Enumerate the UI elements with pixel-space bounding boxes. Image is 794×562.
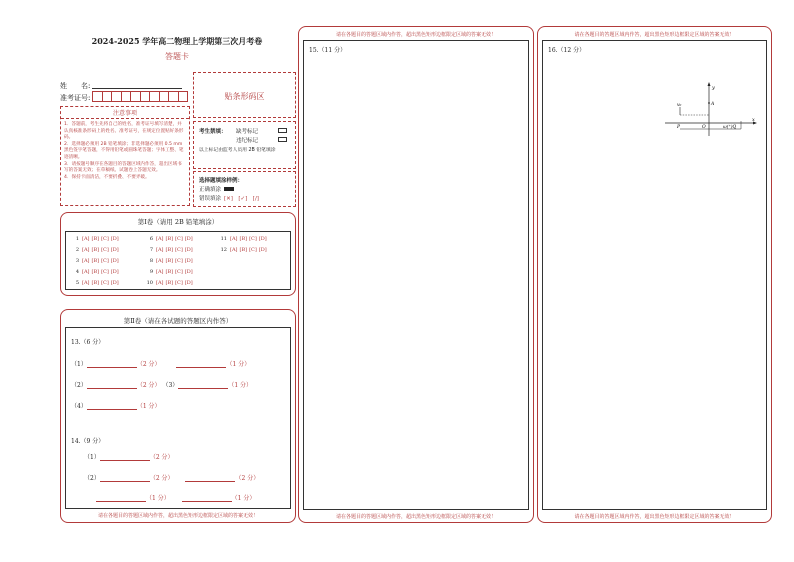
mc-option-bubble[interactable]: [A] bbox=[230, 236, 238, 242]
q14-part1-points: （2 分） bbox=[149, 454, 174, 461]
label-a: A bbox=[711, 102, 715, 107]
q13-part1b-points: （1 分） bbox=[226, 361, 251, 368]
page-title: 2024-2025 学年高二物理上学期第三次月考卷 bbox=[91, 36, 263, 46]
mc-option-bubble[interactable]: [C] bbox=[101, 258, 109, 264]
q13-part2-points: （2 分） bbox=[136, 382, 161, 389]
q14-heading: 14.（9 分） bbox=[71, 438, 105, 445]
notice-title: 注意事项 bbox=[61, 107, 189, 119]
mc-question-number: 12 bbox=[220, 247, 227, 253]
mc-option-bubble[interactable]: [B] bbox=[91, 258, 100, 264]
y-axis-arrow bbox=[708, 82, 711, 86]
q13-part2-label: （2） bbox=[71, 382, 87, 389]
name-label: 姓 名: bbox=[60, 82, 91, 90]
mc-option-bubble[interactable]: [A] bbox=[156, 247, 164, 253]
mc-question-number: 2 bbox=[75, 247, 79, 253]
mc-option-bubble[interactable]: [C] bbox=[101, 236, 109, 242]
q13-part1-blank[interactable] bbox=[87, 367, 137, 368]
q13-part1-points: （2 分） bbox=[136, 361, 161, 368]
mc-option-bubble[interactable]: [A] bbox=[82, 247, 90, 253]
label-x: x bbox=[752, 117, 755, 123]
mc-question-number: 3 bbox=[75, 258, 79, 264]
violation-label: 违纪标记 bbox=[236, 138, 259, 144]
q13-part3-blank[interactable] bbox=[178, 388, 228, 389]
q13-part1-label: （1） bbox=[71, 361, 87, 368]
q16-warning-top: 请在各题目的答题区域内作答，超出黑色矩形边框限定区域的答案无效！ bbox=[574, 32, 735, 38]
section2-box bbox=[60, 309, 296, 523]
barcode-area bbox=[193, 72, 296, 118]
page-subtitle: 答题卡 bbox=[165, 52, 189, 61]
mc-option-bubble[interactable]: [C] bbox=[175, 236, 183, 242]
mc-question-number: 10 bbox=[146, 280, 153, 286]
notice-item: 4．保持卡面清洁，不要折叠、不要弄破。 bbox=[64, 174, 150, 180]
mc-option-bubble[interactable]: [B] bbox=[165, 269, 174, 275]
q14-part3b-points: （1 分） bbox=[231, 495, 256, 502]
mc-option-bubble[interactable]: [D] bbox=[110, 236, 119, 242]
mc-question-row bbox=[71, 269, 121, 275]
mc-option-bubble[interactable]: [B] bbox=[91, 280, 100, 286]
label-v0: v₀ bbox=[677, 103, 682, 108]
mc-option-bubble[interactable]: [D] bbox=[110, 247, 119, 253]
mc-option-bubble[interactable]: [B] bbox=[239, 236, 248, 242]
q13-part3-label: （3） bbox=[162, 382, 179, 389]
mc-question-number: 4 bbox=[75, 269, 79, 275]
q16-warning-bottom: 请在各题目的答题区域内作答，超出黑色矩形边框限定区域的答案无效！ bbox=[574, 514, 735, 520]
mc-question-row bbox=[219, 247, 269, 253]
mc-option-bubble[interactable]: [C] bbox=[101, 280, 109, 286]
q14-part3b-blank[interactable] bbox=[182, 501, 232, 502]
section1-box bbox=[60, 212, 296, 296]
q13-part4-label: （4） bbox=[71, 403, 87, 410]
q13-part4-blank[interactable] bbox=[87, 409, 137, 410]
correct-fill-label: 正确填涂 bbox=[199, 187, 222, 193]
ticket-number-boxes[interactable] bbox=[92, 91, 188, 102]
label-o: O bbox=[702, 125, 706, 130]
mc-question-number: 11 bbox=[220, 236, 227, 242]
mc-option-bubble[interactable]: [C] bbox=[101, 247, 109, 253]
mc-question-row bbox=[145, 280, 195, 286]
mc-option-bubble[interactable]: [B] bbox=[165, 236, 174, 242]
name-field[interactable] bbox=[92, 88, 182, 89]
mc-option-bubble[interactable]: [D] bbox=[184, 247, 193, 253]
q13-row3 bbox=[71, 401, 161, 410]
mc-option-bubble[interactable]: [A] bbox=[156, 236, 164, 242]
mc-question-row bbox=[145, 247, 195, 253]
mc-option-bubble[interactable]: [D] bbox=[258, 236, 267, 242]
q16-coordinate-figure bbox=[663, 81, 758, 136]
q14-part2-blank[interactable] bbox=[100, 481, 150, 482]
label-y: y bbox=[712, 85, 715, 91]
q13-row1 bbox=[71, 359, 250, 368]
q13-part3-points: （1 分） bbox=[228, 382, 253, 389]
mc-option-bubble[interactable]: [C] bbox=[175, 269, 183, 275]
label-p: P bbox=[677, 125, 681, 130]
q14-row3 bbox=[96, 493, 255, 502]
mc-option-bubble[interactable]: [D] bbox=[110, 280, 119, 286]
q14-row1 bbox=[84, 452, 174, 461]
section1-title: 第Ⅰ卷（请用 2B 铅笔填涂） bbox=[137, 218, 219, 226]
mc-option-bubble[interactable]: [C] bbox=[175, 247, 183, 253]
correct-fill-sample bbox=[224, 187, 234, 191]
mc-question-number: 9 bbox=[149, 269, 153, 275]
q13-heading: 13.（6 分） bbox=[71, 339, 105, 346]
mc-option-bubble[interactable]: [C] bbox=[249, 236, 257, 242]
candidate-label: 考生禁填： bbox=[199, 129, 227, 135]
ticket-label: 准考证号: bbox=[60, 94, 91, 102]
q14-row2 bbox=[84, 473, 259, 482]
barcode-label: 贴条形码区 bbox=[224, 92, 265, 101]
q15-panel bbox=[298, 26, 534, 523]
q14-part3-points: （1 分） bbox=[146, 495, 170, 502]
mc-question-row bbox=[145, 236, 195, 242]
mc-question-number: 8 bbox=[149, 258, 153, 264]
absent-checkbox[interactable] bbox=[278, 128, 287, 133]
q14-part2-label: （2） bbox=[84, 475, 100, 482]
q15-heading: 15.（11 分） bbox=[309, 47, 347, 54]
candidate-mark-box bbox=[193, 121, 296, 169]
mc-option-bubble[interactable]: [A] bbox=[82, 280, 90, 286]
mc-option-bubble[interactable]: [C] bbox=[175, 258, 183, 264]
mc-option-bubble[interactable]: [A] bbox=[82, 258, 90, 264]
mc-question-row bbox=[219, 236, 269, 242]
q14-part2b-points: （2 分） bbox=[235, 475, 260, 482]
mc-option-bubble[interactable]: [B] bbox=[165, 258, 174, 264]
q16-answer-area[interactable] bbox=[542, 40, 767, 510]
q15-answer-area[interactable] bbox=[303, 40, 529, 510]
mc-option-bubble[interactable]: [A] bbox=[156, 269, 164, 275]
mc-option-bubble[interactable]: [B] bbox=[165, 247, 174, 253]
mc-option-bubble[interactable]: [D] bbox=[184, 258, 193, 264]
notice-box bbox=[60, 106, 190, 206]
mc-question-row bbox=[145, 269, 195, 275]
point-a bbox=[708, 102, 710, 104]
mc-question-number: 7 bbox=[149, 247, 153, 253]
q13-part4-points: （1 分） bbox=[136, 403, 161, 410]
q13-row2 bbox=[71, 380, 252, 389]
mc-option-bubble[interactable]: [D] bbox=[110, 269, 119, 275]
mc-option-bubble[interactable]: [A] bbox=[82, 269, 90, 275]
q15-warning-top: 请在各题目的答题区域内作答，超出黑色矩形边框限定区域的答案无效！ bbox=[335, 32, 496, 38]
section2-answer-area bbox=[65, 327, 291, 509]
mc-option-bubble[interactable]: [B] bbox=[239, 247, 248, 253]
fill-example-title: 选择题填涂样例： bbox=[199, 178, 244, 184]
mc-option-bubble[interactable]: [A] bbox=[156, 280, 164, 286]
q16-heading: 16.（12 分） bbox=[548, 47, 586, 54]
mc-question-number: 6 bbox=[149, 236, 153, 242]
q14-part3-blank[interactable] bbox=[96, 501, 146, 502]
notice-item: 2．选择题必须用 2B 铅笔填涂；非选择题必须用 0.5 mm 黑色签字笔答题，不得用铅笔或圆珠笔答题；字体工整、笔迹清晰。 bbox=[64, 141, 184, 160]
q14-part1-label: （1） bbox=[84, 454, 100, 461]
mc-question-row bbox=[145, 258, 195, 264]
mc-question-row bbox=[71, 258, 121, 264]
mc-option-bubble[interactable]: [B] bbox=[91, 236, 100, 242]
wrong-fill-samples: [✕] [✓] [/] bbox=[224, 196, 259, 202]
mc-option-bubble[interactable]: [B] bbox=[91, 269, 100, 275]
mc-option-bubble[interactable]: [A] bbox=[230, 247, 238, 253]
q14-part2b-blank[interactable] bbox=[185, 481, 235, 482]
q14-part1-blank[interactable] bbox=[100, 460, 150, 461]
section2-warning: 请在各题目的答题区域内作答，超出黑色矩形边框限定区域的答案无效！ bbox=[97, 513, 258, 519]
mc-option-bubble[interactable]: [C] bbox=[249, 247, 257, 253]
mc-question-row bbox=[71, 280, 121, 286]
mc-option-bubble[interactable]: [D] bbox=[258, 247, 267, 253]
violation-checkbox[interactable] bbox=[278, 137, 287, 142]
notice-item: 1．答题前，考生先将自己的姓名，准考证号填写清楚，并认真核准条形码上的姓名、准考证号，在规定位置贴好条形码。 bbox=[64, 122, 184, 141]
q14-part2-points: （2 分） bbox=[149, 475, 174, 482]
mc-option-bubble[interactable]: [C] bbox=[175, 280, 183, 286]
q13-part2-blank[interactable] bbox=[87, 388, 137, 389]
q13-part1b-blank[interactable] bbox=[176, 367, 226, 368]
mc-option-bubble[interactable]: [D] bbox=[184, 236, 193, 242]
section1-answer-grid bbox=[65, 231, 291, 290]
wrong-fill-label: 错误填涂 bbox=[199, 196, 222, 202]
label-q: ω(⁺)Q bbox=[723, 125, 737, 130]
mc-option-bubble[interactable]: [B] bbox=[165, 280, 174, 286]
absent-label: 缺考标记 bbox=[236, 129, 259, 135]
mc-option-bubble[interactable]: [C] bbox=[101, 269, 109, 275]
mc-question-number: 5 bbox=[75, 280, 79, 286]
mc-question-number: 1 bbox=[75, 236, 79, 242]
mc-option-bubble[interactable]: [A] bbox=[156, 258, 164, 264]
mc-question-row bbox=[71, 236, 121, 242]
q16-panel bbox=[537, 26, 772, 523]
fill-example-box bbox=[193, 171, 296, 207]
mc-option-bubble[interactable]: [D] bbox=[184, 280, 193, 286]
q15-warning-bottom: 请在各题目的答题区域内作答，超出黑色矩形边框限定区域的答案无效！ bbox=[335, 514, 496, 520]
mc-option-bubble[interactable]: [B] bbox=[91, 247, 100, 253]
section2-title: 第Ⅱ卷（请在各试题的答题区内作答） bbox=[123, 317, 233, 325]
mc-option-bubble[interactable]: [A] bbox=[82, 236, 90, 242]
mc-option-bubble[interactable]: [D] bbox=[110, 258, 119, 264]
candidate-note: 以上标记由监考人员用 2B 铅笔填涂 bbox=[199, 148, 276, 153]
notice-item: 3．请按题号顺序在各题目的答题区域内作答，超出区域书写的答案无效；在草稿纸、试题卷上答题无效。 bbox=[64, 161, 182, 174]
mc-option-bubble[interactable]: [D] bbox=[184, 269, 193, 275]
mc-question-row bbox=[71, 247, 121, 253]
